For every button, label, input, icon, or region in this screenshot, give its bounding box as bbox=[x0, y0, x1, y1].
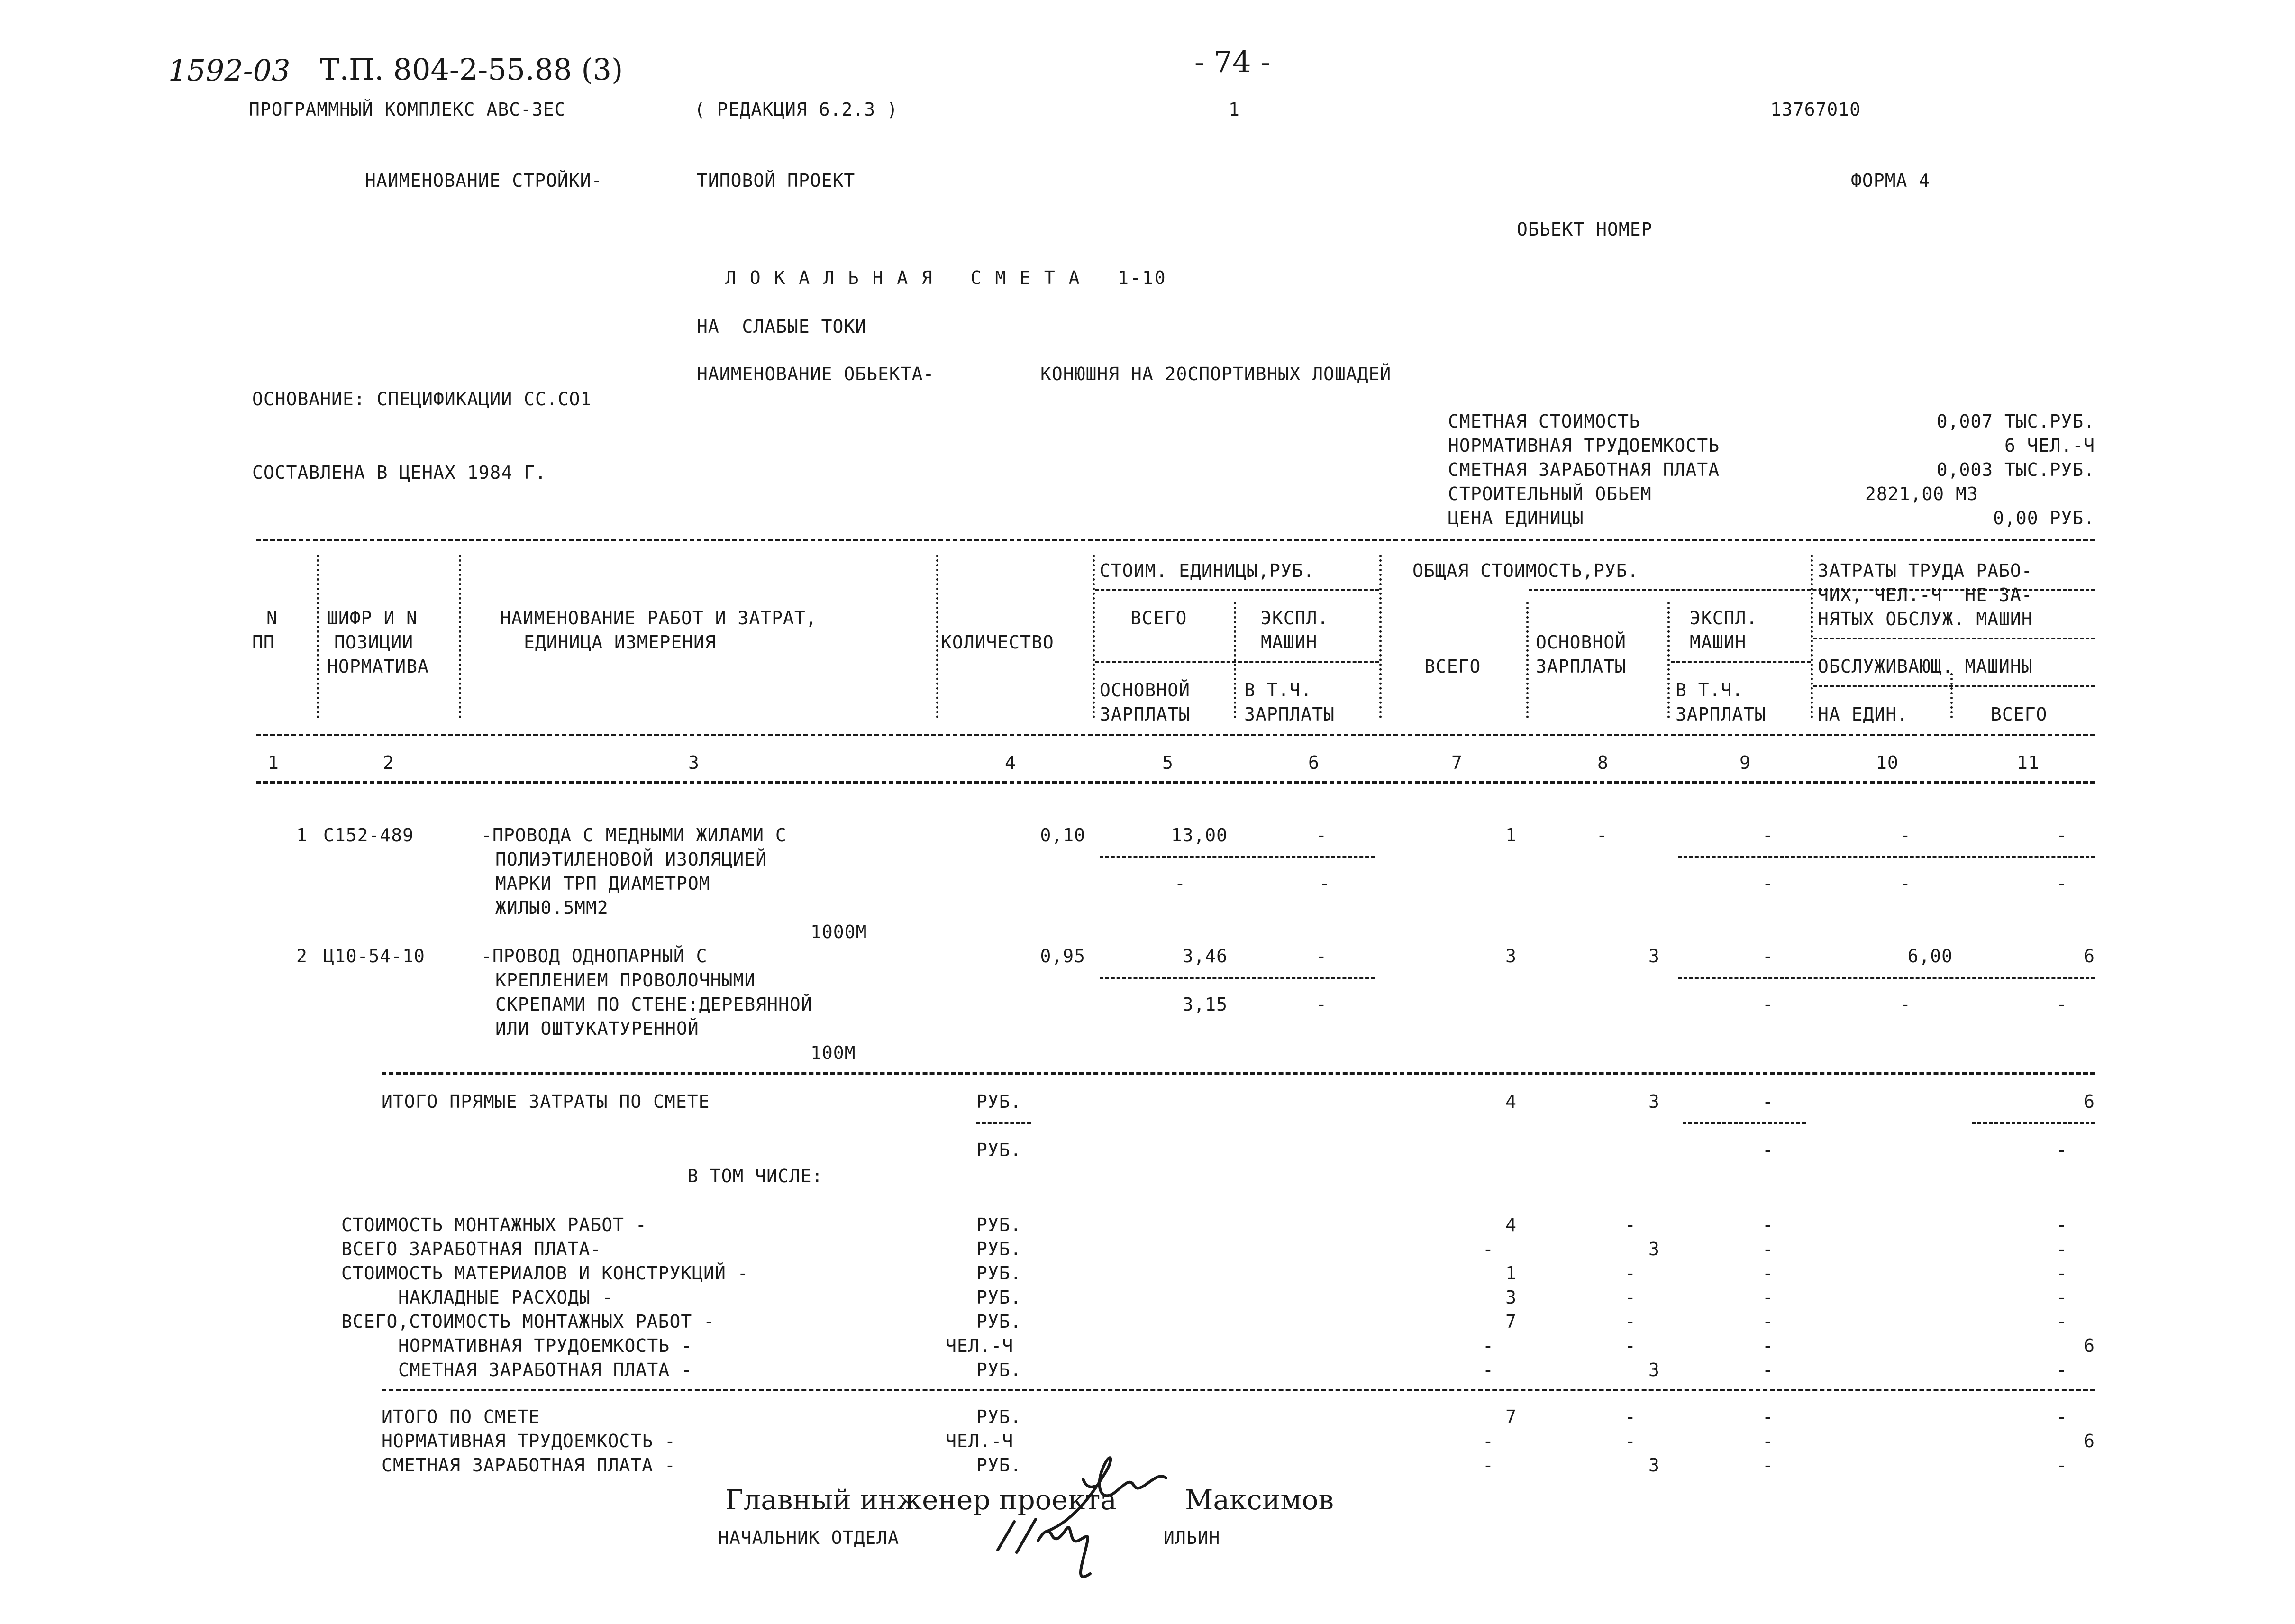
row-total-cost: 3 bbox=[1505, 946, 1517, 967]
breakdown-machines: - bbox=[1762, 1263, 1774, 1284]
column-number: 5 bbox=[1162, 752, 1174, 773]
breakdown-label: СМЕТНАЯ ЗАРАБОТНАЯ ПЛАТА - bbox=[398, 1359, 692, 1380]
total-cost-group-header: ОБЩАЯ СТОИМОСТЬ,РУБ. bbox=[1412, 560, 1639, 581]
col9-header: МАШИН bbox=[1690, 632, 1747, 653]
row-name-line: КРЕПЛЕНИЕМ ПРОВОЛОЧНЫМИ bbox=[495, 970, 756, 991]
row-total-machines: - bbox=[1762, 946, 1774, 967]
breakdown-machines: - bbox=[1762, 1335, 1774, 1356]
breakdown-unit: ЧЕЛ.-Ч bbox=[946, 1335, 1014, 1356]
including-label: В ТОМ ЧИСЛЕ: bbox=[687, 1166, 823, 1186]
breakdown-machines: - bbox=[1762, 1359, 1774, 1380]
totals-total: - bbox=[1483, 1431, 1494, 1451]
breakdown-wages: 3 bbox=[1648, 1239, 1660, 1259]
row-unit-cost-machines: - bbox=[1316, 946, 1327, 967]
col6-header: ЭКСПЛ. bbox=[1261, 608, 1329, 629]
breakdown-labor: - bbox=[2056, 1214, 2067, 1235]
row-total-machines: - bbox=[1762, 825, 1774, 846]
object-name-value: КОНЮШНЯ НА 20СПОРТИВНЫХ ЛОШАДЕЙ bbox=[1040, 364, 1392, 384]
summary-label: НОРМАТИВНАЯ ТРУДОЕМКОСТЬ bbox=[1448, 435, 1720, 456]
direct-costs-wages: 3 bbox=[1648, 1091, 1660, 1112]
breakdown-total: 3 bbox=[1505, 1287, 1517, 1308]
breakdown-label: СТОИМОСТЬ МОНТАЖНЫХ РАБОТ - bbox=[341, 1214, 647, 1235]
breakdown-unit: РУБ. bbox=[976, 1263, 1022, 1284]
breakdown-wages: - bbox=[1625, 1335, 1636, 1356]
column-number: 11 bbox=[2017, 752, 2040, 773]
direct-costs-unit: РУБ. bbox=[976, 1091, 1022, 1112]
row-labor-total: 6 bbox=[2084, 946, 2095, 967]
basis-label: ОСНОВАНИЕ: СПЕЦИФИКАЦИИ СС.СО1 bbox=[252, 389, 592, 410]
col8-header: ОСНОВНОЙ bbox=[1536, 632, 1627, 653]
row-name-line: ПОЛИЭТИЛЕНОВОЙ ИЗОЛЯЦИЕЙ bbox=[495, 849, 767, 870]
summary-value: 0,00 РУБ. bbox=[1993, 508, 2095, 529]
col9-sub-header: ЗАРПЛАТЫ bbox=[1676, 704, 1767, 725]
totals-wages: - bbox=[1625, 1431, 1636, 1451]
breakdown-total: 4 bbox=[1505, 1214, 1517, 1235]
row-unit-machine-wages: - bbox=[1316, 994, 1327, 1015]
col11-header: ВСЕГО bbox=[1991, 704, 2048, 725]
col1-header: ПП bbox=[252, 632, 275, 653]
column-number: 10 bbox=[1876, 752, 1899, 773]
col7-header: ВСЕГО bbox=[1424, 656, 1481, 677]
col3-header: НАИМЕНОВАНИЕ РАБОТ И ЗАТРАТ, bbox=[500, 608, 817, 629]
row-name-line: ЖИЛЫ0.5ММ2 bbox=[495, 897, 609, 918]
summary-label: СМЕТНАЯ СТОИМОСТЬ bbox=[1448, 411, 1640, 432]
col9-sub-header: В Т.Ч. bbox=[1676, 680, 1744, 701]
object-name-label: НАИМЕНОВАНИЕ ОБЬЕКТА- bbox=[697, 364, 935, 384]
col3-header: ЕДИНИЦА ИЗМЕРЕНИЯ bbox=[524, 632, 716, 653]
column-number: 8 bbox=[1597, 752, 1609, 773]
row-total-wages: - bbox=[1596, 825, 1608, 846]
breakdown-wages: - bbox=[1625, 1311, 1636, 1332]
breakdown-wages: - bbox=[1625, 1287, 1636, 1308]
col6-header: МАШИН bbox=[1261, 632, 1318, 653]
row-unit-wages: - bbox=[1175, 873, 1186, 894]
unit-cost-group-header: СТОИМ. ЕДИНИЦЫ,РУБ. bbox=[1100, 560, 1315, 581]
totals-label: ИТОГО ПО СМЕТЕ bbox=[382, 1406, 540, 1427]
direct-costs-total: 4 bbox=[1505, 1091, 1517, 1112]
summary-value: 0,003 ТЫС.РУБ. bbox=[1936, 459, 2095, 480]
row-unit-wages: 3,15 bbox=[1182, 994, 1228, 1015]
row-quantity: 0,10 bbox=[1040, 825, 1085, 846]
col8-header: ЗАРПЛАТЫ bbox=[1536, 656, 1627, 677]
department-head-name: ИЛЬИН bbox=[1164, 1527, 1220, 1548]
summary-value: 0,007 ТЫС.РУБ. bbox=[1936, 411, 2095, 432]
breakdown-machines: - bbox=[1762, 1214, 1774, 1235]
program-name: ПРОГРАММНЫЙ КОМПЛЕКС АВС-3ЕС bbox=[249, 99, 566, 120]
totals-total: 7 bbox=[1505, 1406, 1517, 1427]
labor-group-header: ЗАТРАТЫ ТРУДА РАБО- bbox=[1818, 560, 2033, 581]
col5-sub-header: ОСНОВНОЙ bbox=[1100, 680, 1191, 701]
breakdown-unit: РУБ. bbox=[976, 1311, 1022, 1332]
breakdown-unit: РУБ. bbox=[976, 1359, 1022, 1380]
totals-wages: - bbox=[1625, 1406, 1636, 1427]
breakdown-wages: - bbox=[1625, 1214, 1636, 1235]
row-name-line: ИЛИ ОШТУКАТУРЕННОЙ bbox=[495, 1018, 699, 1039]
labor-sub-header: ОБСЛУЖИВАЮЩ. МАШИНЫ bbox=[1818, 656, 2033, 677]
totals-machines: - bbox=[1762, 1406, 1774, 1427]
totals-machines: - bbox=[1762, 1431, 1774, 1451]
breakdown-label: ВСЕГО ЗАРАБОТНАЯ ПЛАТА- bbox=[341, 1239, 602, 1259]
column-number: 6 bbox=[1308, 752, 1320, 773]
summary-value: 6 ЧЕЛ.-Ч bbox=[2004, 435, 2095, 456]
row-quantity: 0,95 bbox=[1040, 946, 1085, 967]
object-number: ОБЬЕКТ НОМЕР bbox=[1517, 219, 1653, 240]
breakdown-machines: - bbox=[1762, 1287, 1774, 1308]
col6-sub-header: ЗАРПЛАТЫ bbox=[1244, 704, 1335, 725]
row-labor-unit-2: - bbox=[1900, 873, 1911, 894]
page-number: - 74 - bbox=[1194, 45, 1271, 79]
breakdown-labor: - bbox=[2056, 1239, 2067, 1259]
col2-header: ШИФР И N bbox=[327, 608, 418, 629]
breakdown-total: - bbox=[1483, 1239, 1494, 1259]
totals-labor: - bbox=[2056, 1455, 2067, 1476]
direct-costs-labor: 6 bbox=[2084, 1091, 2095, 1112]
column-number: 9 bbox=[1739, 752, 1751, 773]
direct-costs-labor-2: - bbox=[2056, 1140, 2067, 1160]
row-unit-cost-total: 13,00 bbox=[1171, 825, 1228, 846]
row-total-machine-wages: - bbox=[1762, 873, 1774, 894]
row-number: 1 bbox=[296, 825, 308, 846]
col4-header: КОЛИЧЕСТВО bbox=[941, 632, 1054, 653]
tp-code: Т.П. 804-2-55.88 (3) bbox=[320, 52, 623, 87]
row-unit-machine-wages: - bbox=[1319, 873, 1330, 894]
col1-header: N bbox=[266, 608, 278, 629]
row-labor-total-2: - bbox=[2056, 873, 2067, 894]
breakdown-total: - bbox=[1483, 1359, 1494, 1380]
row-total-wages: 3 bbox=[1648, 946, 1660, 967]
row-labor-total: - bbox=[2056, 825, 2067, 846]
breakdown-total: 7 bbox=[1505, 1311, 1517, 1332]
stamp-number: 1592-03 bbox=[168, 53, 291, 88]
totals-total: - bbox=[1483, 1455, 1494, 1476]
column-number: 4 bbox=[1005, 752, 1016, 773]
summary-label: СТРОИТЕЛЬНЫЙ ОБЬЕМ bbox=[1448, 484, 1652, 504]
breakdown-label: ВСЕГО,СТОИМОСТЬ МОНТАЖНЫХ РАБОТ - bbox=[341, 1311, 715, 1332]
col6-sub-header: В Т.Ч. bbox=[1244, 680, 1312, 701]
direct-costs-unit-2: РУБ. bbox=[976, 1140, 1022, 1160]
row-unit-cost-machines: - bbox=[1316, 825, 1327, 846]
totals-label: НОРМАТИВНАЯ ТРУДОЕМКОСТЬ - bbox=[382, 1431, 676, 1451]
column-number: 1 bbox=[268, 752, 279, 773]
row-code: С152-489 bbox=[323, 825, 414, 846]
sheet-number: 1 bbox=[1229, 99, 1240, 120]
row-unit: 1000М bbox=[811, 921, 867, 942]
row-labor-unit-2: - bbox=[1900, 994, 1911, 1015]
breakdown-labor: - bbox=[2056, 1287, 2067, 1308]
breakdown-wages: - bbox=[1625, 1263, 1636, 1284]
chief-engineer-name: Максимов bbox=[1185, 1484, 1334, 1516]
breakdown-unit: РУБ. bbox=[976, 1239, 1022, 1259]
column-number: 3 bbox=[688, 752, 700, 773]
row-code: Ц10-54-10 bbox=[323, 946, 425, 967]
summary-value: 2821,00 М3 bbox=[1865, 484, 1978, 504]
col2-header: НОРМАТИВА bbox=[327, 656, 429, 677]
breakdown-label: НОРМАТИВНАЯ ТРУДОЕМКОСТЬ - bbox=[398, 1335, 692, 1356]
totals-label: СМЕТНАЯ ЗАРАБОТНАЯ ПЛАТА - bbox=[382, 1455, 676, 1476]
breakdown-unit: РУБ. bbox=[976, 1287, 1022, 1308]
row-labor-unit: 6,00 bbox=[1907, 946, 1953, 967]
col2-header: ПОЗИЦИИ bbox=[334, 632, 414, 653]
totals-wages: 3 bbox=[1648, 1455, 1660, 1476]
row-name-line: СКРЕПАМИ ПО СТЕНЕ:ДЕРЕВЯННОЙ bbox=[495, 994, 812, 1015]
page-title: Л О К А Л Ь Н А Я С М Е Т А 1-10 bbox=[725, 267, 1167, 288]
breakdown-labor: 6 bbox=[2084, 1335, 2095, 1356]
row-name-line: -ПРОВОДА С МЕДНЫМИ ЖИЛАМИ С bbox=[481, 825, 787, 846]
col5-header: ВСЕГО bbox=[1130, 608, 1187, 629]
row-name-line: МАРКИ ТРП ДИАМЕТРОМ bbox=[495, 873, 710, 894]
column-number: 7 bbox=[1451, 752, 1463, 773]
program-edition: ( РЕДАКЦИЯ 6.2.3 ) bbox=[694, 99, 898, 120]
breakdown-machines: - bbox=[1762, 1311, 1774, 1332]
breakdown-label: СТОИМОСТЬ МАТЕРИАЛОВ И КОНСТРУКЦИЙ - bbox=[341, 1263, 749, 1284]
totals-unit: РУБ. bbox=[976, 1455, 1022, 1476]
column-number: 2 bbox=[383, 752, 394, 773]
form-label: ФОРМА 4 bbox=[1851, 170, 1931, 191]
direct-costs-machine-wages: - bbox=[1762, 1140, 1774, 1160]
row-labor-unit: - bbox=[1900, 825, 1911, 846]
col10-header: НА ЕДИН. bbox=[1818, 704, 1909, 725]
breakdown-label: НАКЛАДНЫЕ РАСХОДЫ - bbox=[398, 1287, 613, 1308]
row-unit: 100М bbox=[811, 1042, 856, 1063]
page-subtitle: НА СЛАБЫЕ ТОКИ bbox=[697, 316, 867, 337]
totals-labor: 6 bbox=[2084, 1431, 2095, 1451]
totals-unit: РУБ. bbox=[976, 1406, 1022, 1427]
direct-costs-machines: - bbox=[1762, 1091, 1774, 1112]
chief-engineer-title: Главный инженер проекта bbox=[725, 1484, 1117, 1516]
department-head-title: НАЧАЛЬНИК ОТДЕЛА bbox=[718, 1527, 900, 1548]
row-unit-cost-total: 3,46 bbox=[1182, 946, 1228, 967]
breakdown-labor: - bbox=[2056, 1311, 2067, 1332]
breakdown-total: - bbox=[1483, 1335, 1494, 1356]
labor-group-header: НЯТЫХ ОБСЛУЖ. МАШИН bbox=[1818, 609, 2033, 630]
doc-number: 13767010 bbox=[1770, 99, 1861, 120]
breakdown-machines: - bbox=[1762, 1239, 1774, 1259]
prices-label: СОСТАВЛЕНА В ЦЕНАХ 1984 Г. bbox=[252, 462, 546, 483]
col9-header: ЭКСПЛ. bbox=[1690, 608, 1758, 629]
totals-unit: ЧЕЛ.-Ч bbox=[946, 1431, 1014, 1451]
breakdown-labor: - bbox=[2056, 1359, 2067, 1380]
totals-machines: - bbox=[1762, 1455, 1774, 1476]
summary-label: ЦЕНА ЕДИНИЦЫ bbox=[1448, 508, 1584, 529]
breakdown-total: 1 bbox=[1505, 1263, 1517, 1284]
row-total-machine-wages: - bbox=[1762, 994, 1774, 1015]
breakdown-labor: - bbox=[2056, 1263, 2067, 1284]
row-number: 2 bbox=[296, 946, 308, 967]
summary-label: СМЕТНАЯ ЗАРАБОТНАЯ ПЛАТА bbox=[1448, 459, 1720, 480]
construction-value: ТИПОВОЙ ПРОЕКТ bbox=[697, 170, 856, 191]
labor-group-header: ЧИХ, ЧЕЛ.-Ч НЕ ЗА- bbox=[1818, 584, 2033, 605]
row-total-cost: 1 bbox=[1505, 825, 1517, 846]
breakdown-unit: РУБ. bbox=[976, 1214, 1022, 1235]
col5-sub-header: ЗАРПЛАТЫ bbox=[1100, 704, 1191, 725]
breakdown-wages: 3 bbox=[1648, 1359, 1660, 1380]
construction-label: НАИМЕНОВАНИЕ СТРОЙКИ- bbox=[365, 170, 603, 191]
row-labor-total-2: - bbox=[2056, 994, 2067, 1015]
totals-labor: - bbox=[2056, 1406, 2067, 1427]
direct-costs-label: ИТОГО ПРЯМЫЕ ЗАТРАТЫ ПО СМЕТЕ bbox=[382, 1091, 710, 1112]
row-name-line: -ПРОВОД ОДНОПАРНЫЙ С bbox=[481, 946, 708, 967]
